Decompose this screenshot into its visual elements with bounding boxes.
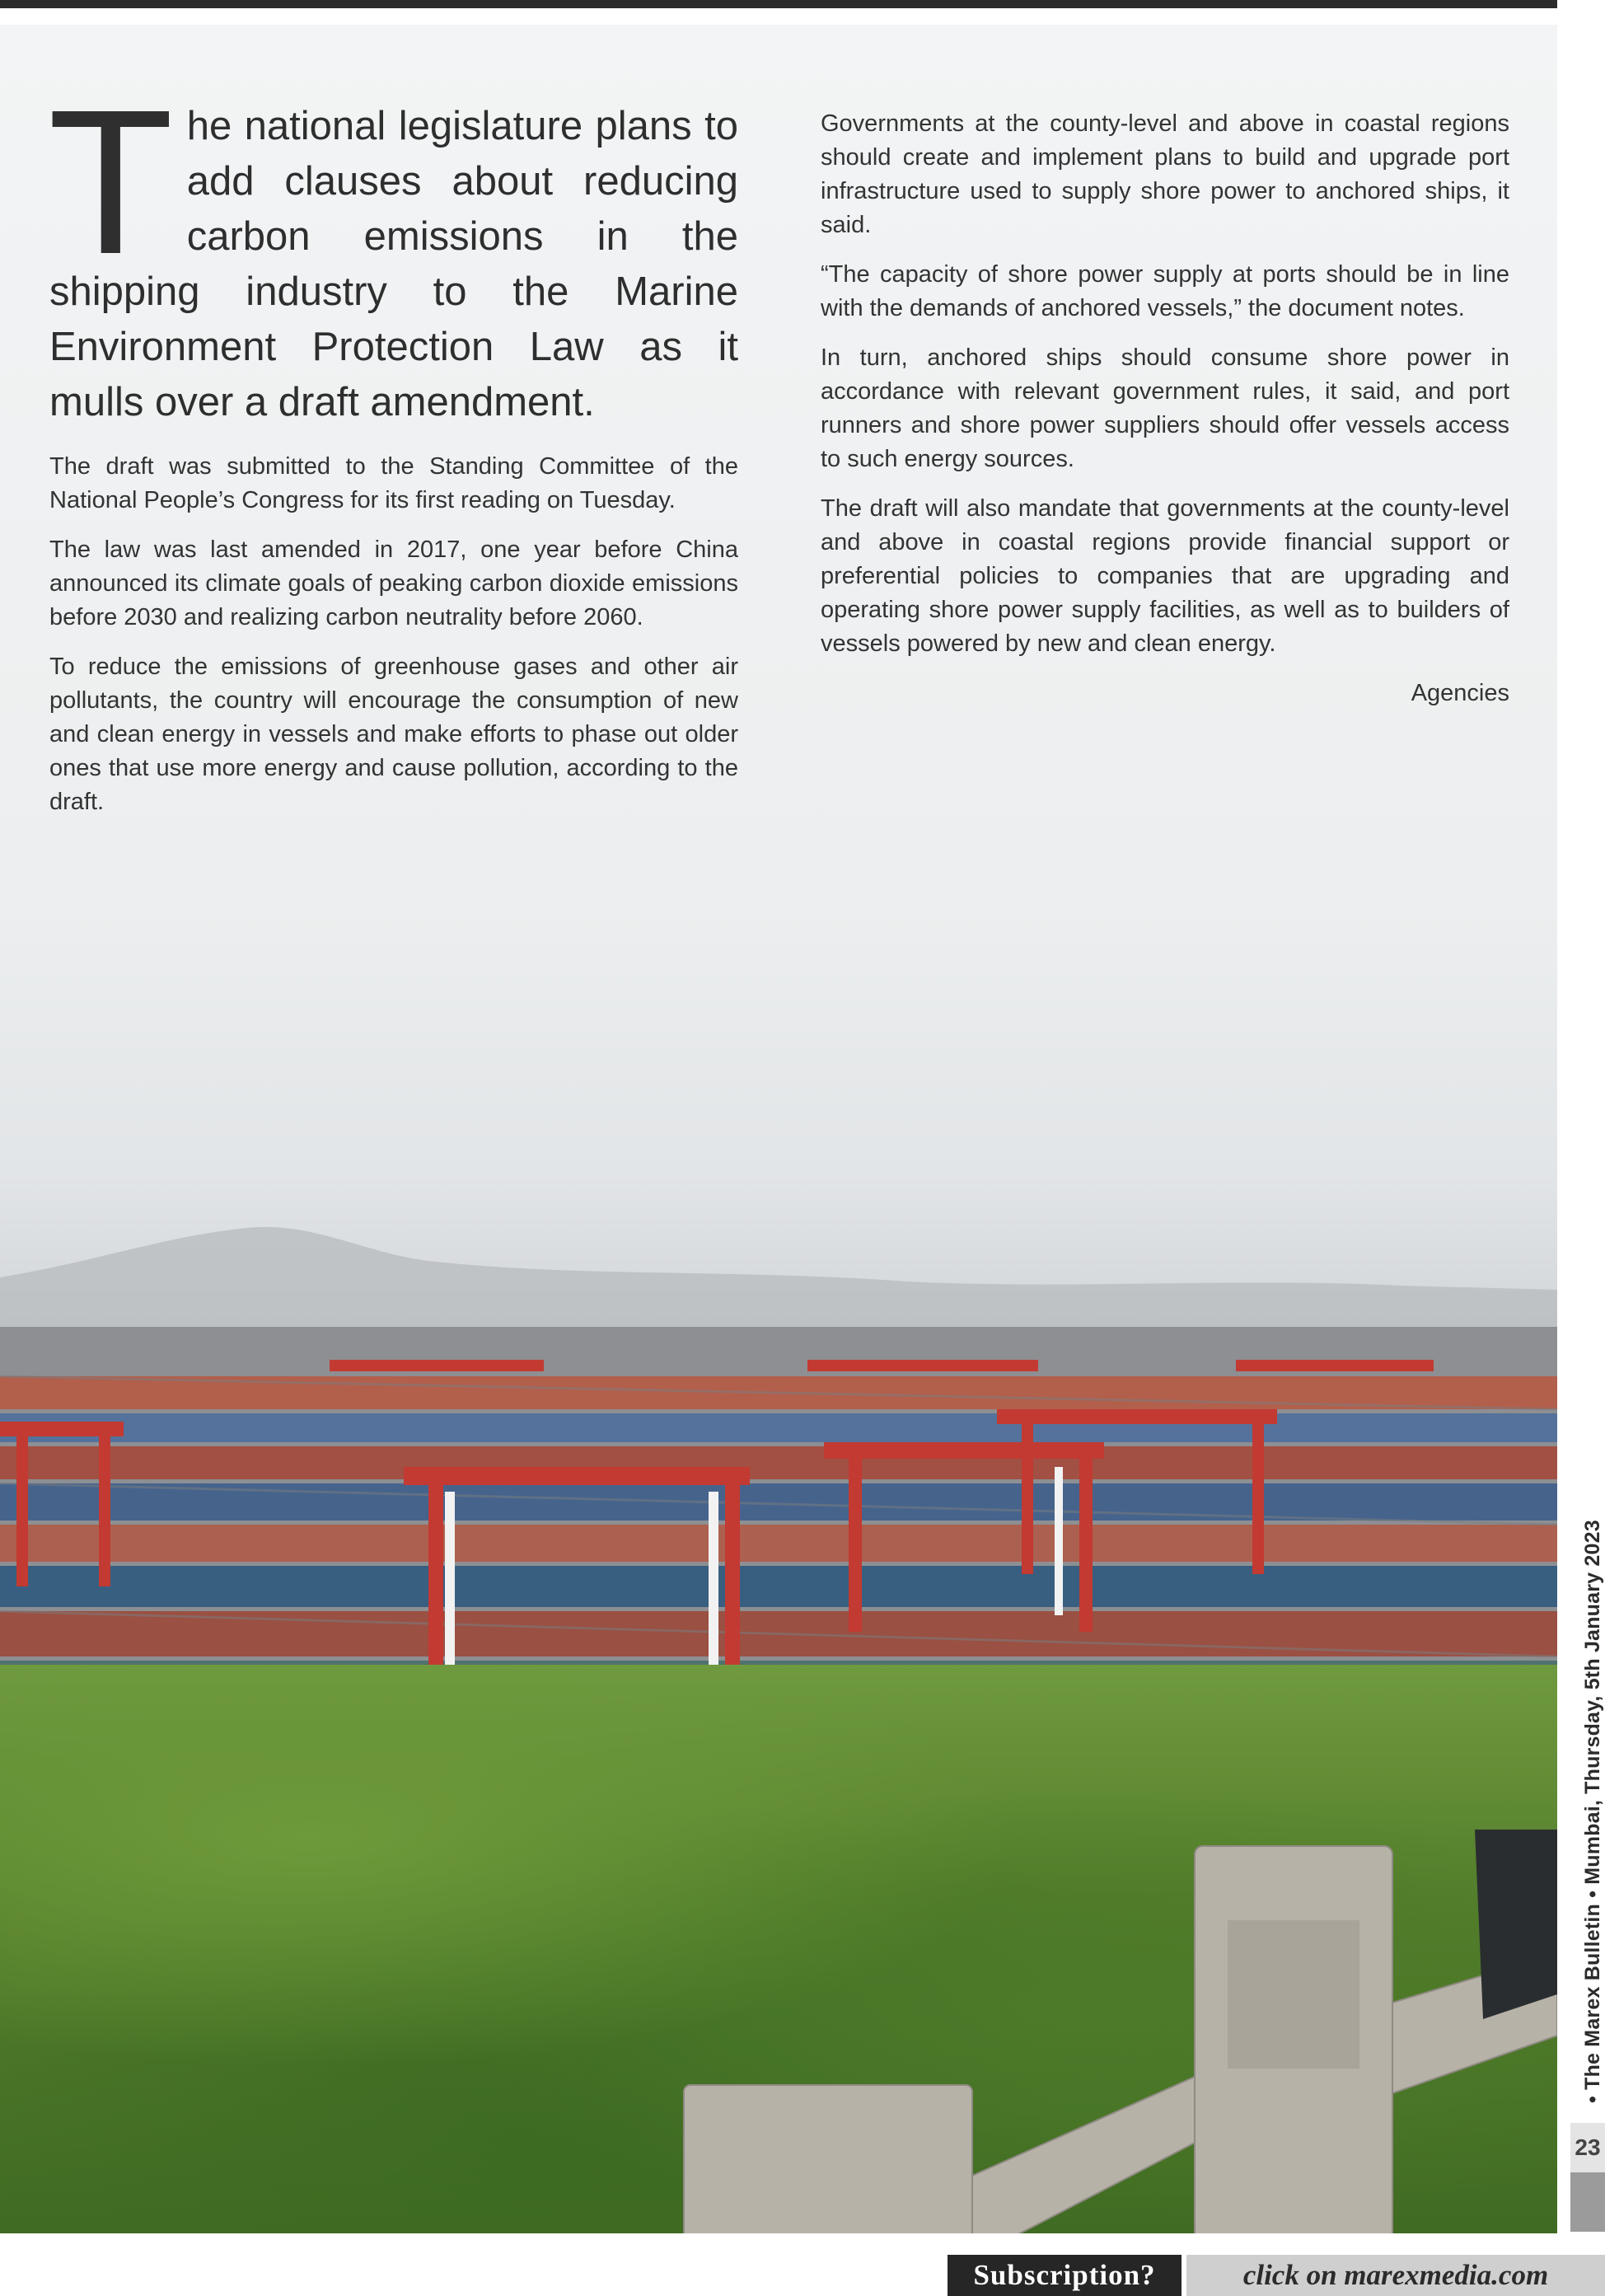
page-number: 23 — [1570, 2123, 1605, 2172]
article-left-column — [48, 67, 738, 835]
source-credit: Agencies — [1411, 680, 1509, 706]
article-paragraph: Governments at the county-level and above in coastal regions should create and implement plans to build and upgrade port infrastructure used to supply shore power to anchored ships, it said. — [821, 110, 1509, 238]
article-paragraph: In turn, anchored ships should consume shore power in accordance with relevant government rules, it said, and port runners and shore power suppliers should offer vessels access to such energy sources. — [821, 344, 1509, 472]
article-paragraph: The draft was submitted to the Standing Committee of the National People’s Congress for its first reading on Tuesday. — [49, 453, 738, 513]
lead-text: he national legislature plans to add clauses about reducing carbon emissions in the shipping industry to the Marine Environment Protection Law as it mulls over a draft amendment. — [49, 104, 738, 424]
article-paragraph: “The capacity of shore power supply at ports should be in line with the demands of anchored vessels,” the document notes. — [821, 261, 1509, 321]
marexmedia-link[interactable]: click on marexmedia.com — [1186, 2255, 1605, 2296]
stone-railing — [0, 1830, 1557, 2233]
article-right-column — [821, 107, 1509, 710]
top-rule — [0, 0, 1557, 8]
article-paragraph: The law was last amended in 2017, one year before China announced its climate goals of peaking carbon dioxide emissions before 2030 and realizing carbon neutrality before 2060. — [49, 537, 738, 630]
subscription-button[interactable]: Subscription? — [948, 2255, 1182, 2296]
lead-paragraph — [48, 67, 738, 430]
article-paragraph: The draft will also mandate that governments at the county-level and above in coastal regions provide financial support or preferential policies to companies that are upgrading and operating shore power supply facilities, as well as to builders of vessels powered by new and clean energy. — [821, 495, 1509, 657]
drop-cap: T — [48, 67, 174, 297]
publication-line: • The Marex Bulletin • Mumbai, Thursday, 5th January 2023 — [1581, 1520, 1604, 2103]
article-paragraph: To reduce the emissions of greenhouse gases and other air pollutants, the country will encourage the consumption of new and clean energy in vessels and make efforts to phase out older ones that use more energy and cause pollution, according to the draft. — [49, 654, 738, 815]
